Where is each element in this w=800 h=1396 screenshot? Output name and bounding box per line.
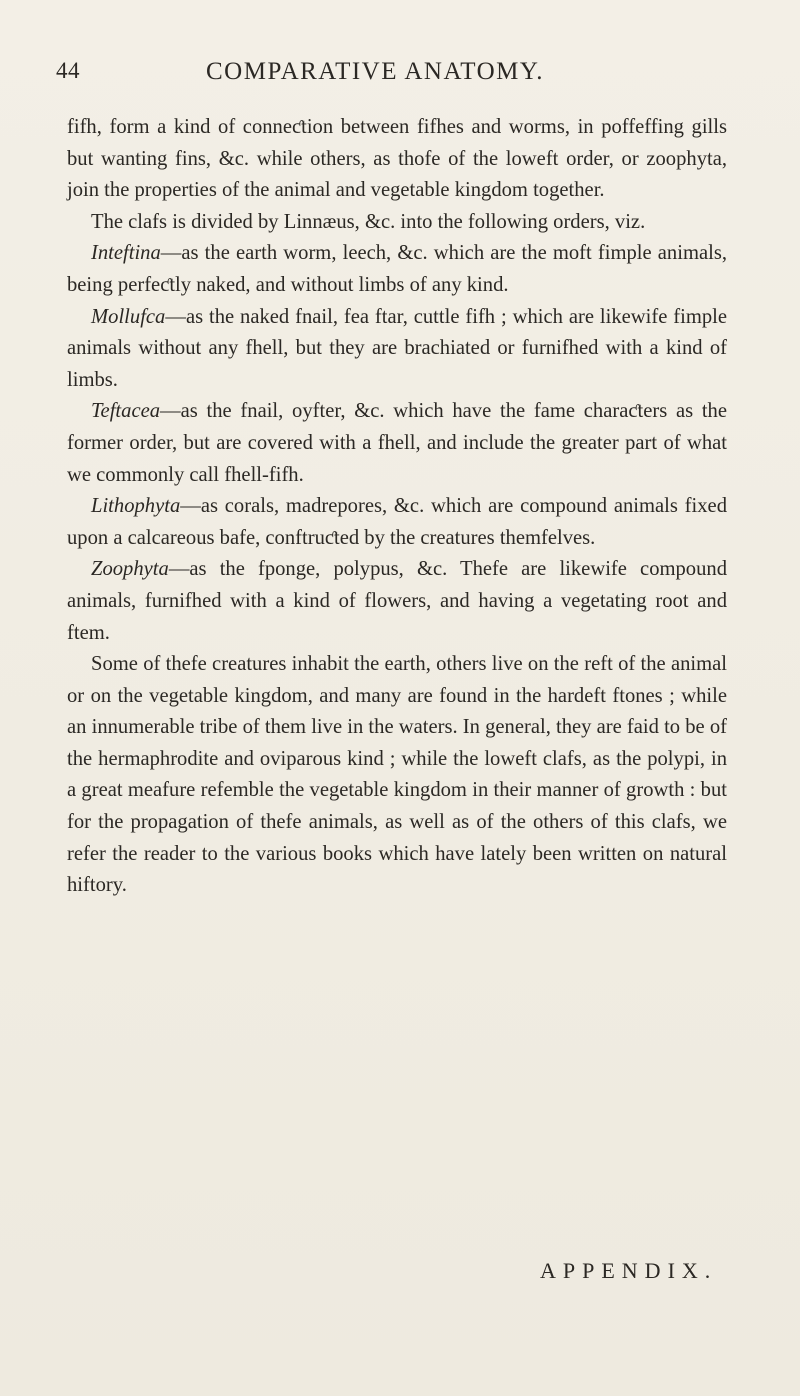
order-term: Zoophyta	[91, 558, 169, 581]
catchword: APPENDIX.	[540, 1258, 718, 1283]
order-term: Teftacea	[91, 400, 161, 423]
paragraph-order-teftacea	[67, 396, 727, 491]
order-term: Lithophyta	[91, 495, 181, 518]
paragraph-order-mollufca	[67, 302, 727, 397]
paragraph-continuation	[67, 112, 727, 207]
page-number: 44	[56, 58, 80, 83]
paragraph-text: The clafs is divided by Linnæus, &c. into the following orders, viz.	[91, 210, 646, 233]
paragraph-order-inteftina	[67, 238, 727, 301]
order-term: Inteftina	[91, 242, 161, 265]
order-description: —as the fnail, oyfter, &c. which have the fame charaƈters as the former order, but are covered with a fhell, and include the greater part of what we commonly call fhell-fifh.	[67, 400, 727, 486]
paragraph-text: Some of thefe creatures inhabit the earth, others live on the reft of the animal or on the vegetable kingdom, and many are found in the hardeft ftones ; while an innumerable tribe of them live in the waters. In general, they are faid to be of the hermaphrodite and oviparous kind ; while the loweft clafs, as the polypi, in a great meafure refemble the vegetable kingdom in their manner of growth : but for the propagation of thefe animals, as well as of the others of this clafs, we refer the reader to the various books which have lately been written on natural hiftory.	[67, 653, 727, 897]
order-description: —as corals, madrepores, &c. which are compound animals fixed upon a calcareous bafe, conftruƈted by the creatures themfelves.	[67, 495, 727, 549]
order-description: —as the fponge, polypus, &c. Thefe are likewife compound animals, furnifhed with a kind of flowers, and having a vegetating root and ftem.	[67, 558, 727, 644]
body-text	[67, 112, 727, 902]
running-title: COMPARATIVE ANATOMY.	[206, 58, 544, 85]
order-term: Mollufca	[91, 305, 166, 328]
paragraph-text: fifh, form a kind of conneƈtion between fifhes and worms, in poffeffing gills but wanting fins, &c. while others, as thofe of the loweft order, or zoophyta, join the properties of the animal and vegetable kingdom together.	[67, 116, 727, 202]
paragraph-order-lithophyta	[67, 491, 727, 554]
order-description: —as the naked fnail, fea ftar, cuttle fifh ; which are likewife fimple animals without any fhell, but they are brachiated or furnifhed with a kind of limbs.	[67, 305, 727, 391]
order-description: —as the earth worm, leech, &c. which are the moft fimple animals, being perfeƈtly naked, and without limbs of any kind.	[67, 242, 727, 296]
paragraph-order-zoophyta	[67, 554, 727, 649]
paragraph-orders-intro	[67, 207, 727, 239]
page-header	[56, 58, 746, 94]
paragraph-habitats	[67, 649, 727, 902]
